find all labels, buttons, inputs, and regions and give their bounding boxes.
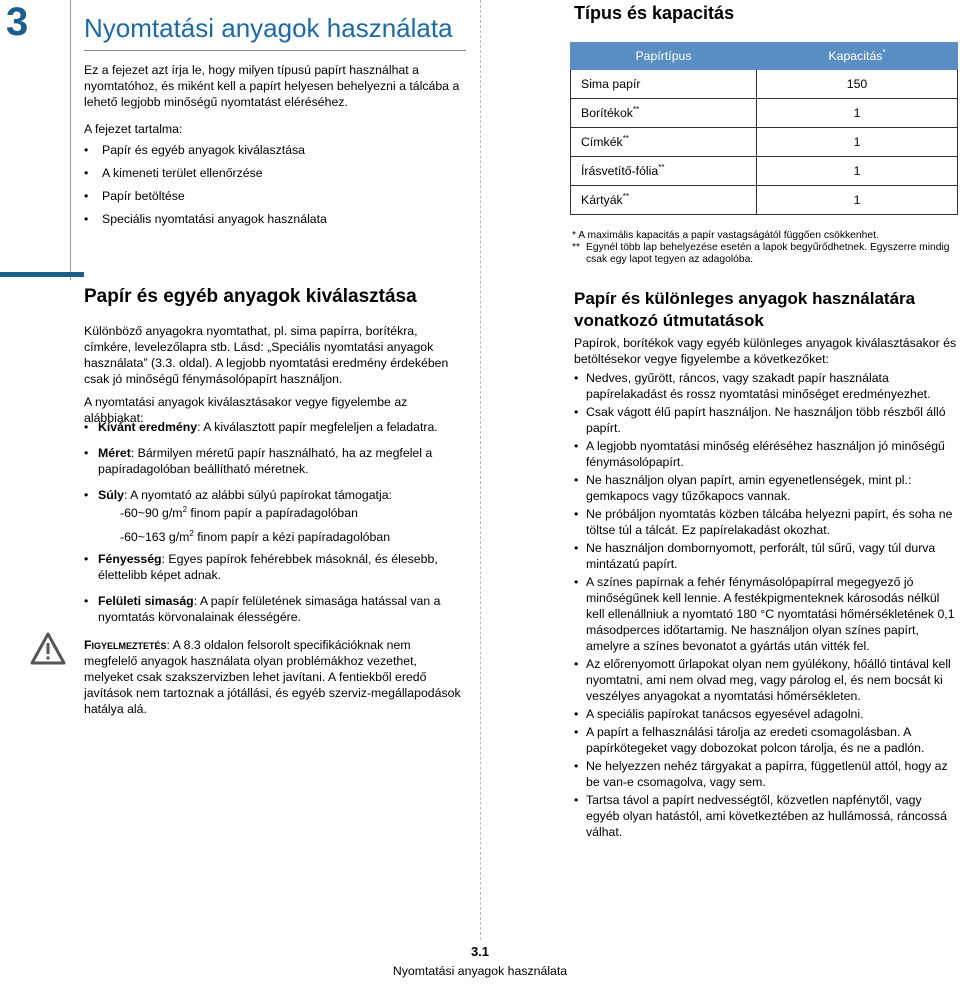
list-item: • Ne használjon dombornyomott, perforált, túl sűrű, vagy túl durva mintázatú papírt.: [574, 540, 958, 572]
chapter-title: Nyomtatási anyagok használata: [84, 13, 453, 43]
table-cell: Sima papír: [571, 70, 757, 99]
list-item: • A legjobb nyomtatási minőség eléréséhez használjon jó minőségű fénymásolópapírt.: [574, 438, 958, 470]
table-footnotes: [572, 230, 960, 266]
table-row: [571, 99, 958, 128]
section1-title: Papír és egyéb anyagok kiválasztása: [84, 286, 417, 307]
list-item: • Méret: Bármilyen méretű papír használható, ha az megfelel a papíradagolóban beállítható méretnek.: [84, 445, 466, 477]
table-cell: 1: [757, 99, 958, 128]
contents-label: A fejezet tartalma:: [84, 122, 183, 136]
col-capacity: Kapacitás*: [757, 43, 958, 70]
table-cell: 1: [757, 157, 958, 186]
warning-triangle-icon: [30, 632, 66, 666]
capacity-title: Típus és kapacitás: [574, 3, 735, 23]
chapter-rule: [70, 0, 71, 280]
caution-note: Figyelmeztetés: A 8.3 oldalon felsorolt specifikációknak nem megfelelő anyagok használata olyan problémákhoz vezethet, melyeket csak szakszervizben lehet javítani. A fentiekből eredő javítások nem tartoznak a jótállási, és egyéb szerviz-megállapodások hatálya alá.: [84, 638, 461, 716]
toc-item[interactable]: • Speciális nyomtatási anyagok használata: [84, 211, 464, 234]
table-cell: Címkék**: [571, 128, 757, 157]
list-item: • Csak vágott élű papírt használjon. Ne használjon több részből álló papírt.: [574, 404, 958, 436]
section2-intro: Papírok, borítékok vagy egyéb különleges anyagok kiválasztásakor és betöltésekor vegye figyelembe a következőket:: [574, 336, 957, 366]
list-item: • Ne helyezzen nehéz tárgyakat a papírra, függetlenül attól, hogy az be van-e csomagolva, vagy sem.: [574, 758, 958, 790]
col-paper-type: Papírtípus: [571, 43, 757, 70]
list-item: • A speciális papírokat tanácsos egyesével adagolni.: [574, 706, 958, 722]
list-item: • Ne használjon olyan papírt, amin egyenetlenségek, mint pl.: gemkapocs vagy tűzőkapocs vannak.: [574, 472, 958, 504]
list-item: • Súly: A nyomtató az alábbi súlyú papírokat támogatja:: [84, 487, 466, 503]
list-item: • A papírt a felhasználási tárolja az eredeti csomagolásban. A papírkötegeket vagy dobozokat polcon tárolja, és ne a padlón.: [574, 724, 958, 756]
table-row: [571, 70, 958, 99]
page-footer-title: Nyomtatási anyagok használata: [392, 964, 568, 978]
capacity-table: [570, 42, 958, 215]
table-cell: 1: [757, 186, 958, 215]
table-cell: Borítékok**: [571, 99, 757, 128]
table-row: [571, 157, 958, 186]
list-item: • Az előrenyomott űrlapokat olyan nem gyúlékony, hőálló tintával kell nyomtatni, ami nem olvad meg, vagy párolog el, és nem bocsát ki veszélyes anyagokat a nyomtatási hőmérsékleten.: [574, 656, 958, 704]
section1-para1: Különböző anyagokra nyomtathat, pl. sima papírra, borítékra, címkére, levelezőlapra stb. Lásd: „Speciális nyomtatási anyagok használata” (3.3. oldal). A legjobb nyomtatási eredmény érdekében csak jó minőségű fénymásolópapírt használjon.: [84, 324, 449, 386]
toc-item[interactable]: • Papír betöltése: [84, 188, 464, 211]
list-item: • Kívánt eredmény: A kiválasztott papír megfeleljen a feladatra.: [84, 419, 466, 435]
table-row: [571, 128, 958, 157]
page-number: 3.1: [470, 944, 490, 959]
guideline-list: [574, 370, 958, 842]
title-underline: [84, 50, 466, 51]
toc-item[interactable]: • Papír és egyéb anyagok kiválasztása: [84, 142, 464, 165]
list-item: • Tartsa távol a papírt nedvességtől, közvetlen napfénytől, vagy egyéb olyan hatástól, ami következtében az hullámossá, ráncossá válhat.: [574, 792, 958, 840]
list-item: • A színes papírnak a fehér fénymásolópapírral megegyező jó minőségűnek kell lennie. A festékpigmenteknek károsodás nélkül kell ellenállniuk a nyomtató 180 °C nyomtatási hőmérsékletének 0,1 másodperces időtartamig. Ne használjon olyan színes papírt, amelyre a színes bevonatot a gyártás után vitték fel.: [574, 574, 958, 654]
weight-line: -60~90 $g/m^2$ finom papír a papíradagolóban: [120, 505, 358, 521]
footnote: * A maximális kapacitás a papír vastagságától függően csökkenhet.: [572, 230, 879, 241]
section-divider: [0, 272, 84, 277]
toc-item[interactable]: • A kimeneti terület ellenőrzése: [84, 165, 464, 188]
section2-title: Papír és különleges anyagok használatára vonatkozó útmutatások: [574, 289, 916, 330]
column-divider: [480, 0, 481, 940]
chapter-number: 3: [6, 0, 29, 44]
criteria-list-2: [84, 551, 466, 625]
list-item: • Ne próbáljon nyomtatás közben tálcába helyezni papírt, és soha ne töltse túl a tálcát. Ez papírelakadást okozhat.: [574, 506, 958, 538]
table-cell: Írásvetítő-fólia**: [571, 157, 757, 186]
section1-para2: A nyomtatási anyagok kiválasztásakor vegye figyelembe az alábbiakat:: [84, 395, 408, 425]
table-cell: Kártyák**: [571, 186, 757, 215]
table-cell: 1: [757, 128, 958, 157]
list-item: • Fényesség: Egyes papírok fehérebbek másoknál, és élesebb, élettelibb képet adnak.: [84, 551, 466, 583]
list-item: • Nedves, gyűrött, ráncos, vagy szakadt papír használata papírelakadást és rossz nyomtatási minőséget eredményezhet.: [574, 370, 958, 402]
chapter-intro: Ez a fejezet azt írja le, hogy milyen típusú papírt használhat a nyomtatóhoz, és miként kell a papírt helyesen behelyezni a tálcába a lehető legjobb minőségű nyomtatást eléréséhez.: [84, 63, 460, 109]
weight-line: -60~163 $g/m^2$ finom papír a kézi papíradagolóban: [120, 529, 391, 545]
table-row: [571, 186, 958, 215]
table-cell: 150: [757, 70, 958, 99]
criteria-list: [84, 419, 466, 503]
chapter-toc: [84, 142, 464, 234]
list-item: • Felületi simaság: A papír felületének simasága hatással van a nyomtatás körvonalainak élességére.: [84, 593, 466, 625]
footnote: ** Egynél több lap behelyezése esetén a lapok begyűrődhetnek. Egyszerre mindig csak egy lapot tegyen az adagolóba.: [572, 242, 950, 265]
